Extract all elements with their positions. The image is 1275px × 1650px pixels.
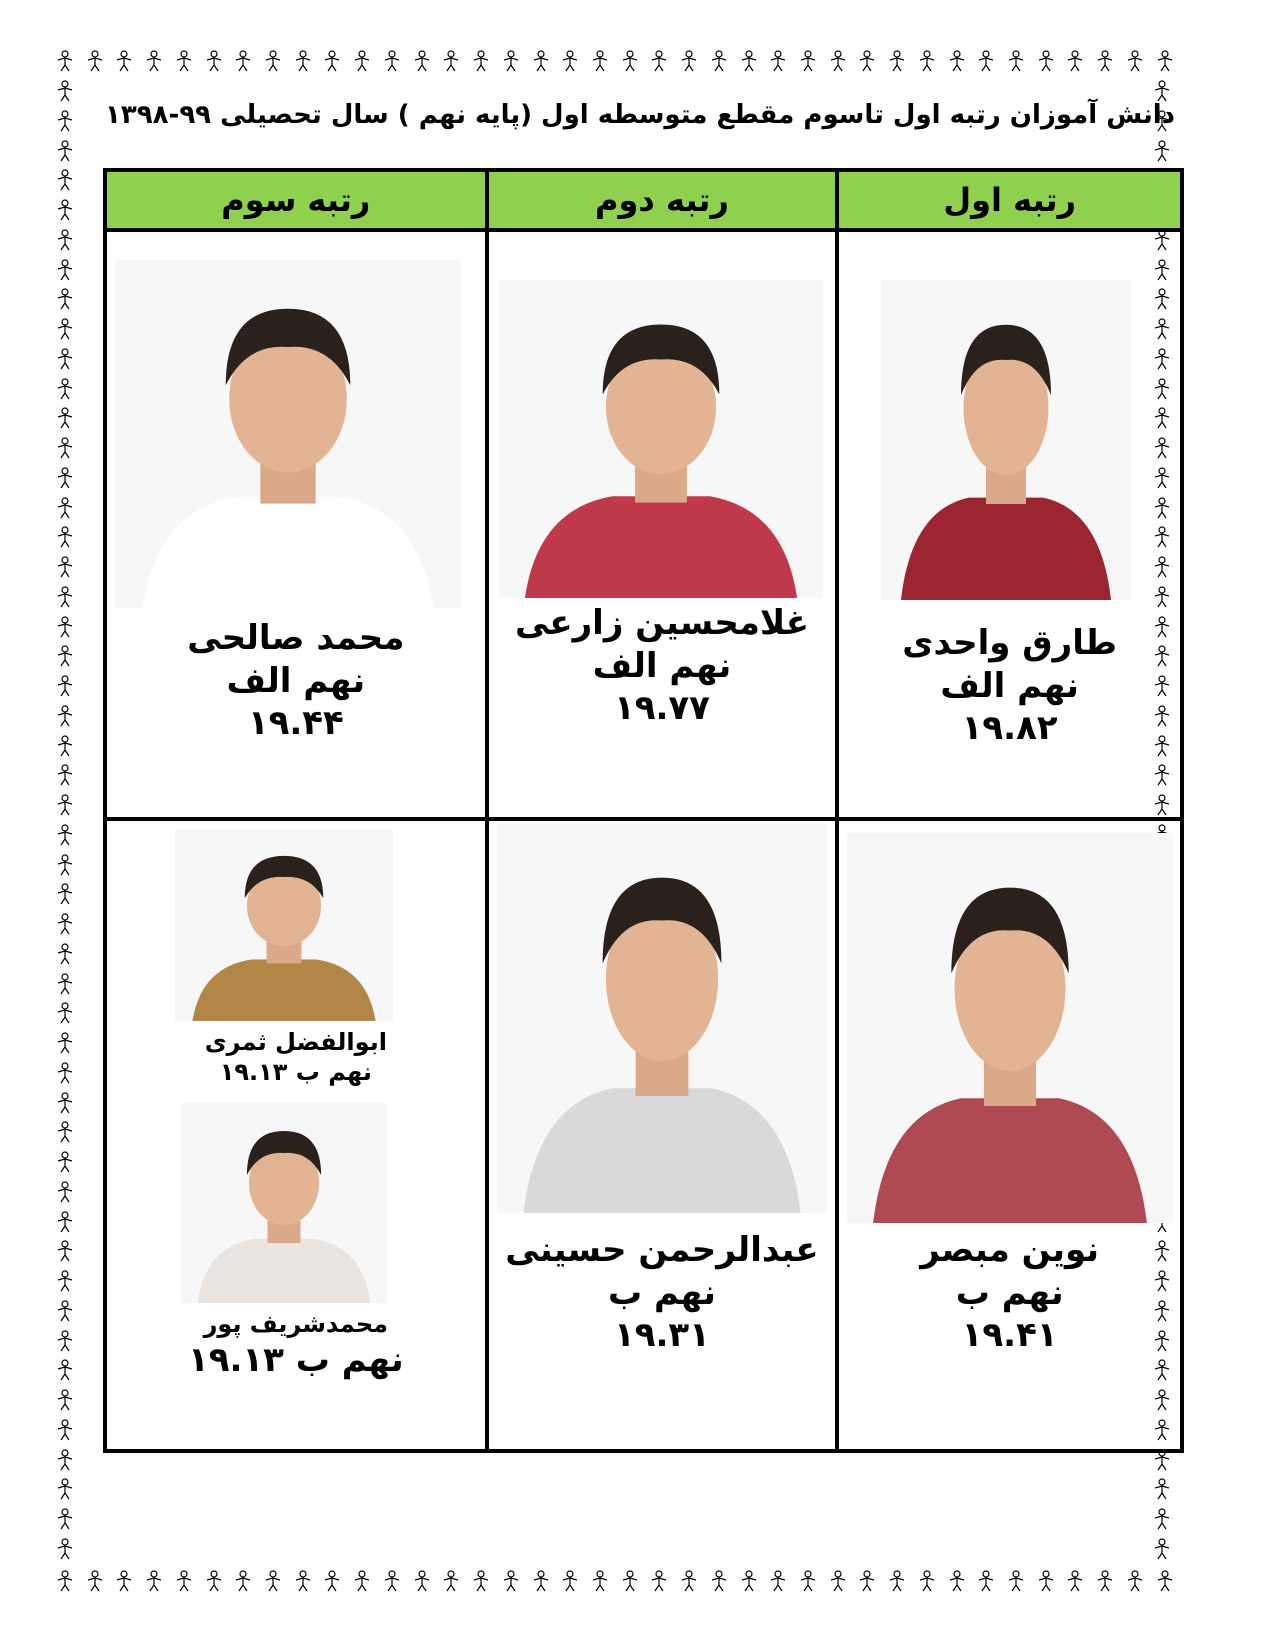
student-photo <box>847 833 1173 1223</box>
student-photo <box>181 1103 387 1303</box>
figure-ornament <box>55 616 75 638</box>
figure-ornament <box>55 1538 75 1560</box>
decorative-border-left <box>55 80 75 1560</box>
figure-ornament <box>857 50 877 72</box>
figure-ornament <box>55 407 75 429</box>
figure-ornament <box>531 1570 551 1592</box>
figure-ornament <box>441 1570 461 1592</box>
figure-ornament <box>55 735 75 757</box>
student-class: نهم الف <box>940 665 1079 706</box>
figure-ornament <box>55 1389 75 1411</box>
figure-ornament <box>55 1419 75 1441</box>
figure-ornament <box>144 50 164 72</box>
figure-ornament <box>412 50 432 72</box>
figure-ornament <box>590 50 610 72</box>
header-rank-3: رتبه سوم <box>105 170 487 230</box>
figure-ornament <box>1152 1538 1172 1560</box>
figure-ornament <box>263 50 283 72</box>
figure-ornament <box>204 1570 224 1592</box>
student-score: ۱۹.۴۱ <box>961 1315 1058 1355</box>
student-name: غلامحسین زارعی <box>514 603 809 643</box>
decorative-border-bottom <box>55 1570 1175 1592</box>
figure-ornament <box>55 794 75 816</box>
figure-ornament <box>1155 1570 1175 1592</box>
figure-ornament <box>382 1570 402 1592</box>
figure-ornament <box>55 50 75 72</box>
figure-ornament <box>382 50 402 72</box>
figure-ornament <box>441 50 461 72</box>
figure-ornament <box>144 1570 164 1592</box>
figure-ornament <box>709 1570 729 1592</box>
figure-ornament <box>114 50 134 72</box>
figure-ornament <box>917 50 937 72</box>
figure-ornament <box>857 1570 877 1592</box>
student-class-score: نهم ب ۱۹.۱۳ <box>187 1340 404 1380</box>
figure-ornament <box>55 1449 75 1471</box>
figure-ornament <box>55 943 75 965</box>
figure-ornament <box>55 1270 75 1292</box>
figure-ornament <box>739 50 759 72</box>
figure-ornament <box>1065 50 1085 72</box>
figure-ornament <box>976 1570 996 1592</box>
figure-ornament <box>55 764 75 786</box>
figure-ornament <box>55 110 75 132</box>
figure-ornament <box>679 1570 699 1592</box>
figure-ornament <box>55 1508 75 1530</box>
figure-ornament <box>55 497 75 519</box>
figure-ornament <box>55 1032 75 1054</box>
ranking-table <box>103 168 1184 1453</box>
figure-ornament <box>55 1300 75 1322</box>
figure-ornament <box>620 1570 640 1592</box>
figure-ornament <box>55 675 75 697</box>
figure-ornament <box>55 1478 75 1500</box>
figure-ornament <box>322 50 342 72</box>
figure-ornament <box>620 50 640 72</box>
figure-ornament <box>55 556 75 578</box>
figure-ornament <box>55 288 75 310</box>
student-name: محمد صالحی <box>187 618 405 658</box>
header-row <box>105 170 1182 230</box>
figure-ornament <box>55 705 75 727</box>
figure-ornament <box>1036 50 1056 72</box>
student-name: عبدالرحمن حسینی <box>505 1230 819 1270</box>
figure-ornament <box>55 1330 75 1352</box>
figure-ornament <box>1006 1570 1026 1592</box>
figure-ornament <box>947 50 967 72</box>
student-card <box>105 230 487 819</box>
figure-ornament <box>1152 140 1172 162</box>
figure-ornament <box>55 854 75 876</box>
figure-ornament <box>501 50 521 72</box>
figure-ornament <box>55 1002 75 1024</box>
figure-ornament <box>55 1359 75 1381</box>
figure-ornament <box>55 1570 75 1592</box>
student-class-score: نهم ب ۱۹.۱۳ <box>219 1058 372 1086</box>
figure-ornament <box>1095 50 1115 72</box>
figure-ornament <box>55 259 75 281</box>
figure-ornament <box>828 50 848 72</box>
figure-ornament <box>947 1570 967 1592</box>
figure-ornament <box>412 1570 432 1592</box>
figure-ornament <box>1152 80 1172 102</box>
figure-ornament <box>531 50 551 72</box>
figure-ornament <box>55 437 75 459</box>
figure-ornament <box>55 1211 75 1233</box>
figure-ornament <box>55 973 75 995</box>
figure-ornament <box>174 1570 194 1592</box>
figure-ornament <box>1095 1570 1115 1592</box>
figure-ornament <box>263 1570 283 1592</box>
figure-ornament <box>55 883 75 905</box>
student-class: نهم ب <box>955 1272 1064 1313</box>
student-class: نهم الف <box>592 645 732 686</box>
figure-ornament <box>768 1570 788 1592</box>
figure-ornament <box>293 1570 313 1592</box>
figure-ornament <box>55 913 75 935</box>
figure-ornament <box>768 50 788 72</box>
figure-ornament <box>1125 50 1145 72</box>
student-photo <box>499 280 823 598</box>
figure-ornament <box>55 1151 75 1173</box>
student-card-pair <box>105 819 487 1451</box>
student-card <box>487 230 838 819</box>
figure-ornament <box>55 229 75 251</box>
student-card <box>837 819 1182 1451</box>
student-class: نهم ب <box>608 1272 716 1313</box>
figure-ornament <box>1036 1570 1056 1592</box>
student-score: ۱۹.۷۷ <box>613 688 710 728</box>
figure-ornament <box>887 1570 907 1592</box>
figure-ornament <box>649 1570 669 1592</box>
figure-ornament <box>55 645 75 667</box>
figure-ornament <box>55 1181 75 1203</box>
header-rank-1: رتبه اول <box>837 170 1182 230</box>
figure-ornament <box>55 1240 75 1262</box>
figure-ornament <box>55 1062 75 1084</box>
table-row <box>105 230 1182 819</box>
figure-ornament <box>55 1121 75 1143</box>
figure-ornament <box>352 1570 372 1592</box>
student-class: نهم الف <box>226 660 366 701</box>
figure-ornament <box>174 50 194 72</box>
decorative-border-top <box>55 50 1175 72</box>
figure-ornament <box>55 824 75 846</box>
figure-ornament <box>233 50 253 72</box>
figure-ornament <box>352 50 372 72</box>
figure-ornament <box>55 467 75 489</box>
figure-ornament <box>1155 50 1175 72</box>
student-score: ۱۹.۴۴ <box>247 703 344 743</box>
figure-ornament <box>55 586 75 608</box>
figure-ornament <box>1065 1570 1085 1592</box>
figure-ornament <box>976 50 996 72</box>
figure-ornament <box>55 348 75 370</box>
figure-ornament <box>590 1570 610 1592</box>
student-name: نوین مبصر <box>920 1230 1100 1270</box>
student-photo <box>115 260 461 608</box>
figure-ornament <box>1152 1478 1172 1500</box>
student-name: محمدشریف پور <box>203 1310 389 1338</box>
figure-ornament <box>560 50 580 72</box>
figure-ornament <box>85 50 105 72</box>
student-photo <box>175 829 393 1021</box>
figure-ornament <box>55 80 75 102</box>
figure-ornament <box>471 50 491 72</box>
figure-ornament <box>114 1570 134 1592</box>
figure-ornament <box>322 1570 342 1592</box>
figure-ornament <box>55 1092 75 1114</box>
student-score: ۱۹.۸۲ <box>961 708 1058 748</box>
figure-ornament <box>55 378 75 400</box>
figure-ornament <box>917 1570 937 1592</box>
figure-ornament <box>55 169 75 191</box>
figure-ornament <box>828 1570 848 1592</box>
figure-ornament <box>55 318 75 340</box>
student-photo <box>497 823 827 1213</box>
student-card <box>837 230 1182 819</box>
figure-ornament <box>1152 1508 1172 1530</box>
figure-ornament <box>739 1570 759 1592</box>
figure-ornament <box>709 50 729 72</box>
figure-ornament <box>798 1570 818 1592</box>
student-card <box>487 819 838 1451</box>
student-name: ابوالفضل ثمری <box>204 1028 387 1056</box>
figure-ornament <box>887 50 907 72</box>
figure-ornament <box>560 1570 580 1592</box>
figure-ornament <box>471 1570 491 1592</box>
figure-ornament <box>1125 1570 1145 1592</box>
figure-ornament <box>293 50 313 72</box>
figure-ornament <box>1006 50 1026 72</box>
figure-ornament <box>679 50 699 72</box>
figure-ornament <box>233 1570 253 1592</box>
figure-ornament <box>55 199 75 221</box>
page-title: دانش آموزان رتبه اول تاسوم مقطع متوسطه اول (پایه نهم ) سال تحصیلی ۹۹-۱۳۹۸ <box>105 100 1175 130</box>
figure-ornament <box>204 50 224 72</box>
figure-ornament <box>798 50 818 72</box>
student-score: ۱۹.۳۱ <box>613 1315 710 1355</box>
figure-ornament <box>85 1570 105 1592</box>
figure-ornament <box>501 1570 521 1592</box>
student-name: طارق واحدی <box>902 623 1117 663</box>
figure-ornament <box>55 140 75 162</box>
figure-ornament <box>649 50 669 72</box>
figure-ornament <box>55 526 75 548</box>
table-row <box>105 819 1182 1451</box>
student-photo <box>881 280 1131 600</box>
header-rank-2: رتبه دوم <box>487 170 838 230</box>
